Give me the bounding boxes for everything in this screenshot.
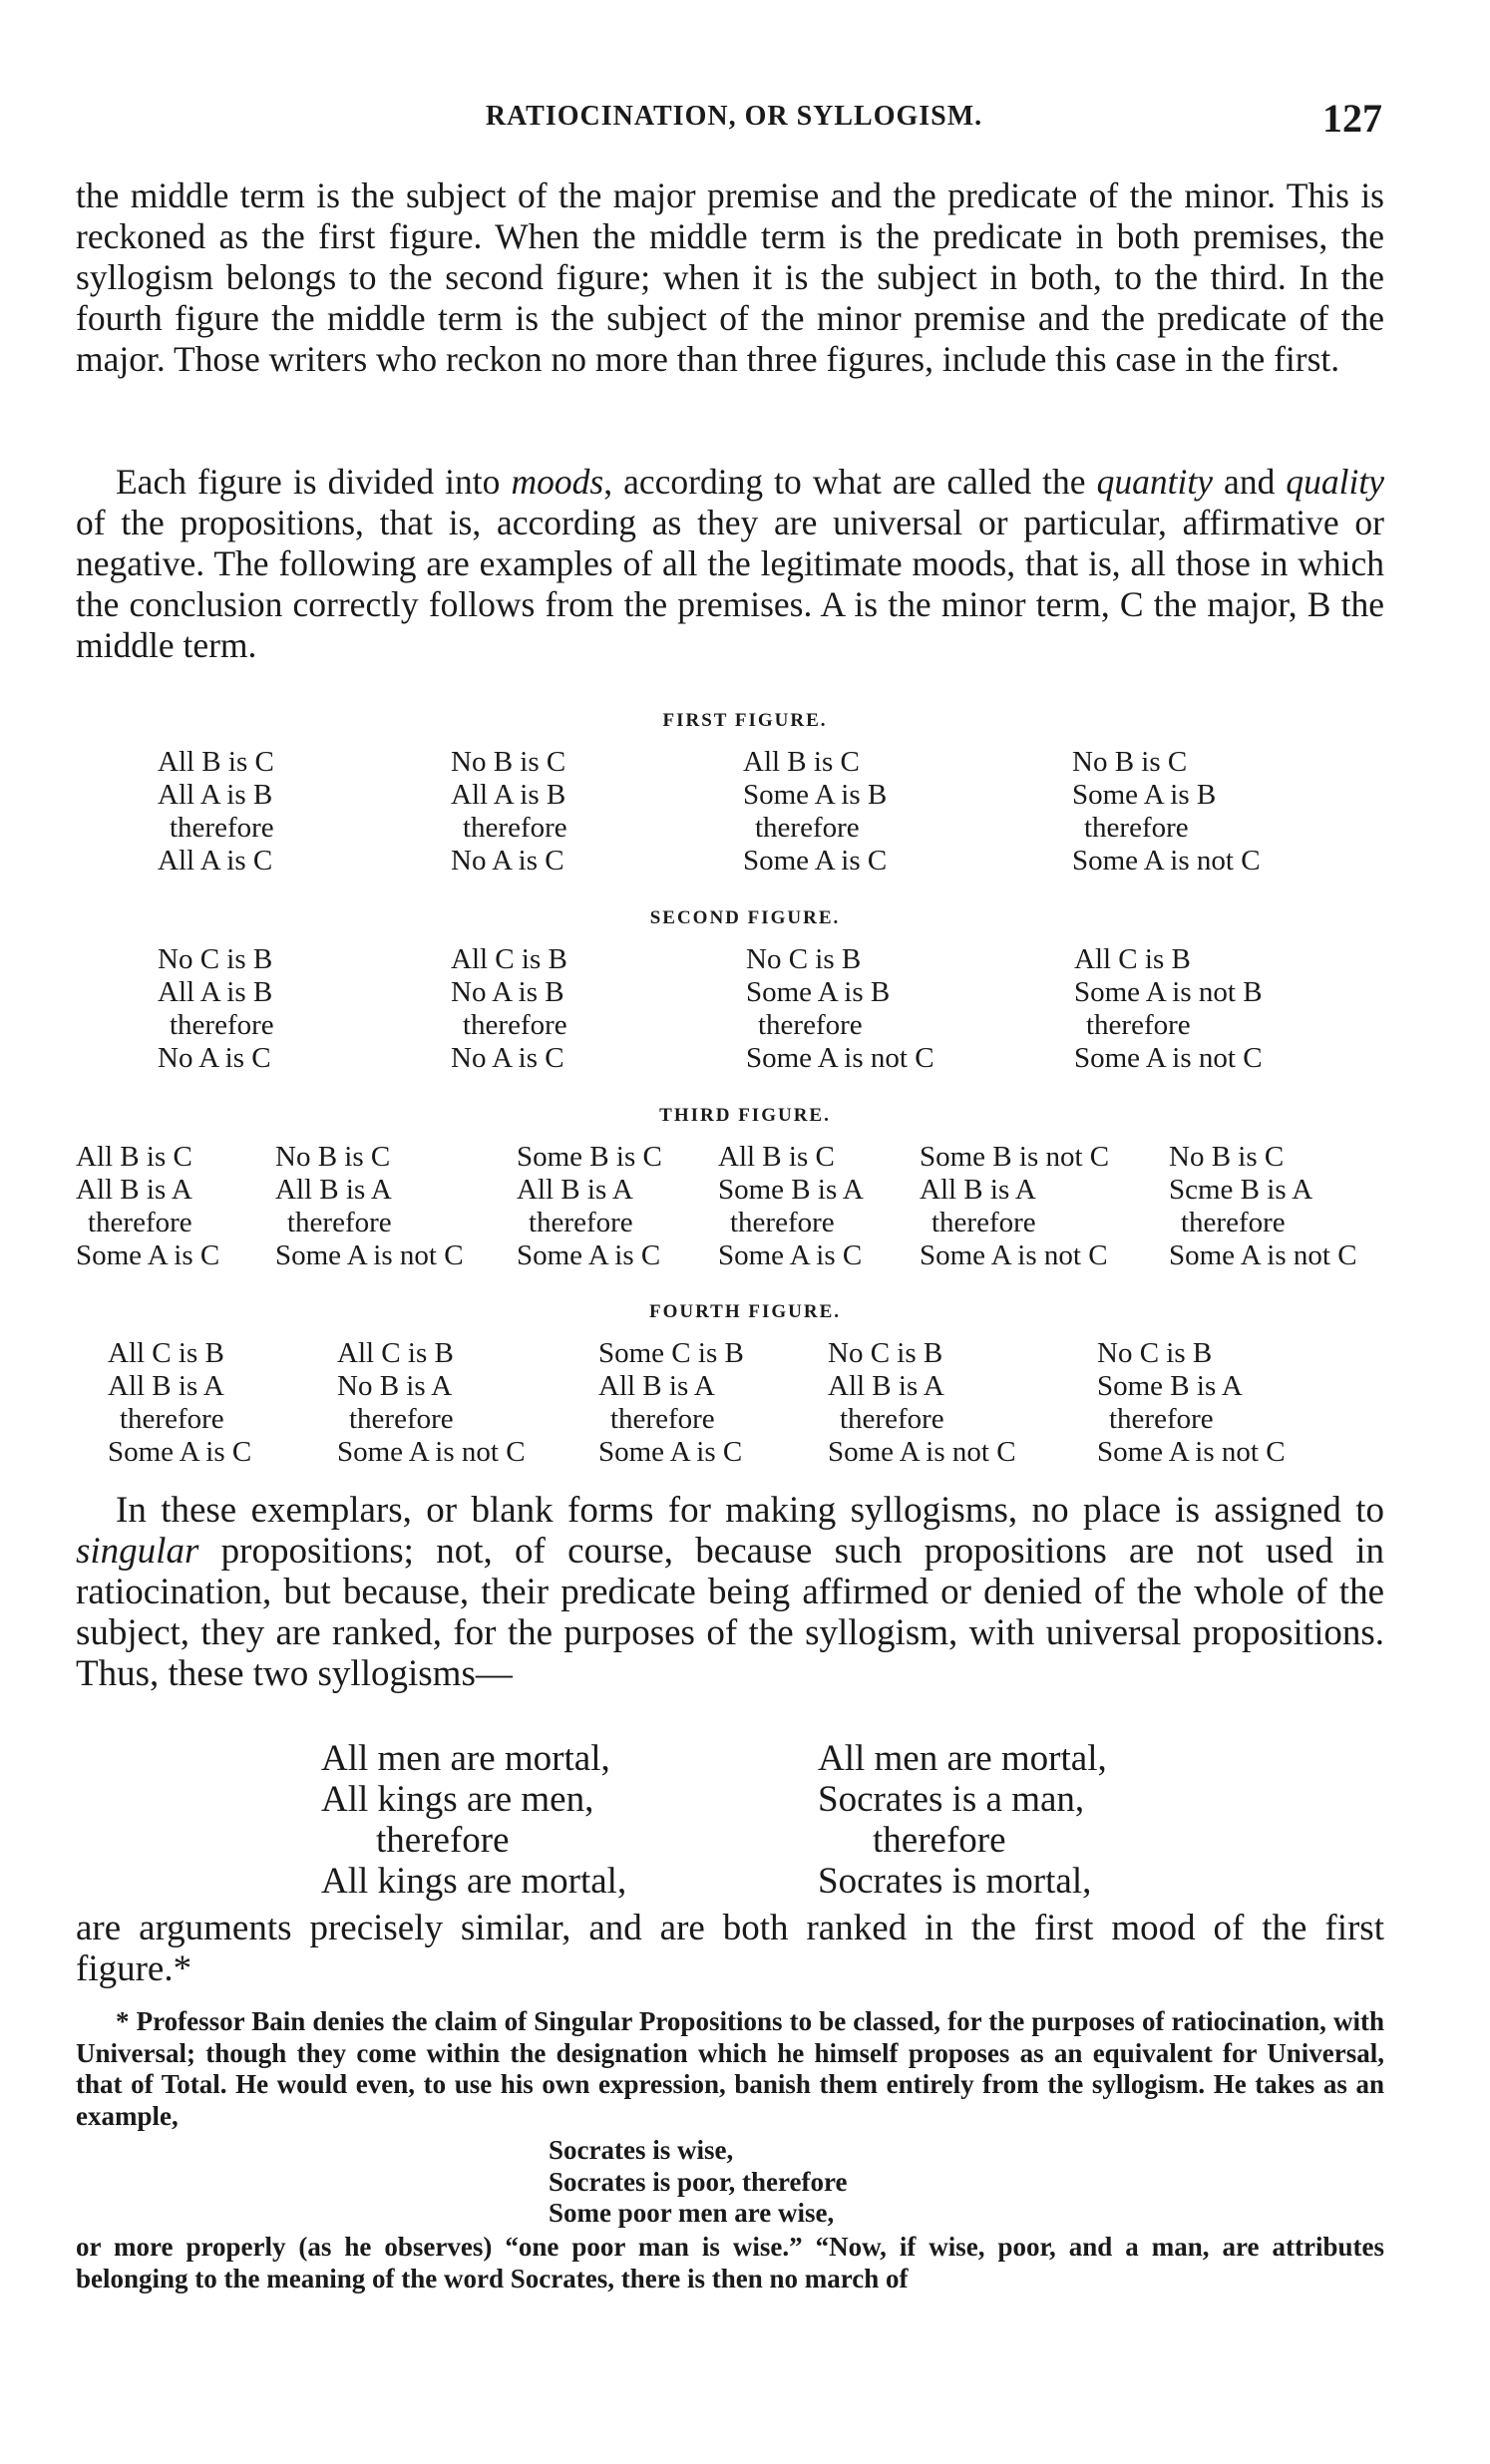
minor-premise: All B is A bbox=[108, 1370, 224, 1402]
major-premise: No C is B bbox=[1097, 1337, 1213, 1369]
minor-premise: All A is B bbox=[451, 779, 566, 811]
major-premise: All C is B bbox=[1074, 943, 1191, 975]
third-figure-mood-6 bbox=[1169, 1141, 1357, 1272]
major-premise: No B is C bbox=[275, 1141, 391, 1173]
therefore-label: therefore bbox=[529, 1207, 633, 1238]
quote-line-1: Socrates is wise, bbox=[549, 2135, 734, 2165]
minor-premise: All B is A bbox=[598, 1370, 715, 1402]
third-figure-mood-4 bbox=[718, 1141, 864, 1272]
minor-premise: Some A is not B bbox=[1074, 976, 1263, 1008]
page-number: 127 bbox=[1322, 96, 1382, 141]
minor-premise: Some B is A bbox=[718, 1174, 864, 1206]
conclusion: Some A is not C bbox=[828, 1436, 1016, 1468]
therefore-label: therefore bbox=[120, 1403, 224, 1435]
footnote-bain-example bbox=[549, 2135, 847, 2230]
conclusion: Socrates is mortal, bbox=[818, 1861, 1092, 1902]
quality-term: quality bbox=[1286, 462, 1384, 502]
major-premise: All C is B bbox=[451, 943, 567, 975]
second-figure-mood-1 bbox=[158, 943, 274, 1075]
fourth-figure-mood-4 bbox=[828, 1337, 1016, 1469]
major-premise: All men are mortal, bbox=[321, 1738, 610, 1779]
therefore-label: therefore bbox=[463, 812, 567, 844]
conclusion: All kings are mortal, bbox=[321, 1861, 627, 1902]
minor-premise: Some A is B bbox=[743, 779, 888, 811]
second-figure-mood-2 bbox=[451, 943, 567, 1075]
major-premise: All B is C bbox=[718, 1141, 835, 1173]
conclusion: Some A is not C bbox=[746, 1042, 934, 1074]
minor-premise: Some A is B bbox=[746, 976, 891, 1008]
therefore-label: therefore bbox=[376, 1820, 510, 1861]
conclusion: Some A is not C bbox=[920, 1239, 1108, 1271]
therefore-label: therefore bbox=[1109, 1403, 1214, 1435]
first-figure-mood-1 bbox=[158, 746, 274, 878]
moods-term: moods bbox=[511, 462, 604, 502]
minor-premise: All B is A bbox=[517, 1174, 633, 1206]
therefore-label: therefore bbox=[755, 812, 860, 844]
second-figure-title: SECOND FIGURE. bbox=[649, 907, 841, 928]
minor-premise: No A is B bbox=[451, 976, 564, 1008]
conclusion: Some A is not C bbox=[275, 1239, 464, 1271]
third-figure-mood-1 bbox=[76, 1141, 219, 1272]
conclusion: Some A is not C bbox=[1072, 845, 1261, 877]
minor-premise: All A is B bbox=[158, 779, 273, 811]
singular-term: singular bbox=[76, 1531, 199, 1572]
therefore-label: therefore bbox=[349, 1403, 454, 1435]
conclusion: Some A is C bbox=[108, 1436, 252, 1468]
moods-text-2: , according to what are called the bbox=[603, 462, 1097, 502]
major-premise: Some B is not C bbox=[920, 1141, 1110, 1173]
footnote-continuation: or more properly (as he observes) “one poor man is wise.” “Now, if wise, poor, and a man, are attributes belonging to the meaning of the word Socrates, there is then no march of bbox=[76, 2232, 1384, 2293]
conclusion: All A is C bbox=[158, 845, 273, 877]
major-premise: No C is B bbox=[828, 1337, 943, 1369]
first-figure-mood-3 bbox=[743, 746, 887, 878]
therefore-label: therefore bbox=[730, 1207, 835, 1238]
minor-premise: All B is A bbox=[76, 1174, 192, 1206]
first-figure-mood-2 bbox=[451, 746, 567, 878]
major-premise: No B is C bbox=[1072, 746, 1188, 778]
fourth-figure-mood-1 bbox=[108, 1337, 251, 1469]
example-syllogism-kings bbox=[321, 1738, 626, 1902]
major-premise: No C is B bbox=[158, 943, 273, 975]
conclusion: Some A is not C bbox=[1097, 1436, 1286, 1468]
conclusion: Some A is C bbox=[718, 1239, 863, 1271]
fourth-figure-mood-2 bbox=[337, 1337, 526, 1469]
fourth-figure-mood-5 bbox=[1097, 1337, 1286, 1469]
conclusion: No A is C bbox=[451, 845, 564, 877]
quote-line-2: Socrates is poor, therefore bbox=[549, 2166, 848, 2197]
third-figure-mood-2 bbox=[275, 1141, 464, 1272]
footnote-text: * Professor Bain denies the claim of Singular Propositions to be classed, for the purposes of ratiocination, with Universal; though they come within the designation which he himself proposes as an equivalent for Universal, that of Total. He would even, to use his own expression, banish them entirely from the syllogism. He takes as an example, bbox=[76, 2006, 1384, 2131]
first-figure-mood-4 bbox=[1072, 746, 1261, 878]
second-figure-mood-3 bbox=[746, 943, 934, 1075]
conclusion: Some A is not C bbox=[337, 1436, 526, 1468]
conclusion: Some A is not C bbox=[1074, 1042, 1263, 1074]
moods-text-3: and bbox=[1212, 462, 1287, 502]
therefore-label: therefore bbox=[1084, 812, 1189, 844]
therefore-label: therefore bbox=[931, 1207, 1036, 1238]
conclusion: Some A is C bbox=[743, 845, 888, 877]
conclusion: No A is C bbox=[451, 1042, 564, 1074]
moods-text-4: of the propositions, that is, according as they are universal or particular, affirmative or negative. The following are examples of all the legitimate moods, that is, all those in which the conclusion correctly follows from the premises. A is the minor term, C the major, B the middle term. bbox=[76, 503, 1384, 665]
therefore-label: therefore bbox=[840, 1403, 944, 1435]
therefore-label: therefore bbox=[873, 1820, 1006, 1861]
therefore-label: therefore bbox=[170, 1009, 274, 1041]
major-premise: Some C is B bbox=[598, 1337, 744, 1369]
minor-premise: All B is A bbox=[828, 1370, 944, 1402]
minor-premise: Scme B is A bbox=[1169, 1174, 1313, 1206]
minor-premise: Some B is A bbox=[1097, 1370, 1243, 1402]
first-figure-title: FIRST FIGURE. bbox=[662, 710, 828, 731]
singular-text-2: propositions; not, of course, because such propositions are not used in ratiocination, but because, their predicate being affirmed or denied of the whole of the subject, they are ranked, for the purposes of the syllogism, with universal propositions. Thus, these two syllogisms— bbox=[76, 1531, 1384, 1694]
paragraph-first-mood: are arguments precisely similar, and are both ranked in the first mood of the first figure.* bbox=[76, 1908, 1384, 1989]
paragraph-figures-definition: the middle term is the subject of the major premise and the predicate of the minor. This is reckoned as the first figure. When the middle term is the predicate in both premises, the syllogism belongs to the second figure; when it is the subject in both, to the third. In the fourth figure the middle term is the subject of the minor premise and the predicate of the major. Those writers who reckon no more than three figures, include this case in the first. bbox=[76, 176, 1384, 379]
minor-premise: All kings are men, bbox=[321, 1779, 594, 1820]
therefore-label: therefore bbox=[1086, 1009, 1191, 1041]
quantity-term: quantity bbox=[1096, 462, 1213, 502]
conclusion: Some A is C bbox=[598, 1436, 743, 1468]
third-figure-mood-3 bbox=[517, 1141, 662, 1272]
third-figure-mood-5 bbox=[920, 1141, 1109, 1272]
conclusion: Some A is C bbox=[517, 1239, 661, 1271]
minor-premise: Socrates is a man, bbox=[818, 1779, 1085, 1820]
running-title: RATIOCINATION, OR SYLLOGISM. bbox=[485, 101, 983, 132]
paragraph-singular-propositions bbox=[76, 1490, 1384, 1694]
major-premise: All C is B bbox=[337, 1337, 454, 1369]
therefore-label: therefore bbox=[88, 1207, 192, 1238]
minor-premise: All B is A bbox=[920, 1174, 1036, 1206]
major-premise: All B is C bbox=[743, 746, 860, 778]
therefore-label: therefore bbox=[170, 812, 274, 844]
therefore-label: therefore bbox=[1181, 1207, 1286, 1238]
conclusion: Some A is not C bbox=[1169, 1239, 1357, 1271]
minor-premise: Some A is B bbox=[1072, 779, 1217, 811]
major-premise: All B is C bbox=[76, 1141, 192, 1173]
conclusion: No A is C bbox=[158, 1042, 271, 1074]
example-syllogism-socrates bbox=[818, 1738, 1107, 1902]
minor-premise: All B is A bbox=[275, 1174, 392, 1206]
therefore-label: therefore bbox=[287, 1207, 392, 1238]
third-figure-title: THIRD FIGURE. bbox=[659, 1105, 831, 1126]
minor-premise: No B is A bbox=[337, 1370, 453, 1402]
singular-text-1: In these exemplars, or blank forms for making syllogisms, no place is assigned to bbox=[116, 1490, 1384, 1531]
page-header bbox=[76, 95, 1392, 143]
fourth-figure-title: FOURTH FIGURE. bbox=[648, 1301, 841, 1322]
major-premise: All men are mortal, bbox=[818, 1738, 1107, 1779]
fourth-figure-mood-3 bbox=[598, 1337, 744, 1469]
conclusion: Some A is C bbox=[76, 1239, 220, 1271]
minor-premise: All A is B bbox=[158, 976, 273, 1008]
major-premise: No C is B bbox=[746, 943, 862, 975]
second-figure-mood-4 bbox=[1074, 943, 1263, 1075]
paragraph-moods bbox=[76, 462, 1384, 666]
major-premise: All B is C bbox=[158, 746, 274, 778]
major-premise: No B is C bbox=[1169, 1141, 1285, 1173]
major-premise: All C is B bbox=[108, 1337, 224, 1369]
quote-line-3: Some poor men are wise, bbox=[549, 2198, 835, 2228]
therefore-label: therefore bbox=[610, 1403, 715, 1435]
major-premise: Some B is C bbox=[517, 1141, 662, 1173]
major-premise: No B is C bbox=[451, 746, 566, 778]
moods-text-1: Each figure is divided into bbox=[116, 462, 512, 502]
therefore-label: therefore bbox=[758, 1009, 863, 1041]
therefore-label: therefore bbox=[463, 1009, 567, 1041]
